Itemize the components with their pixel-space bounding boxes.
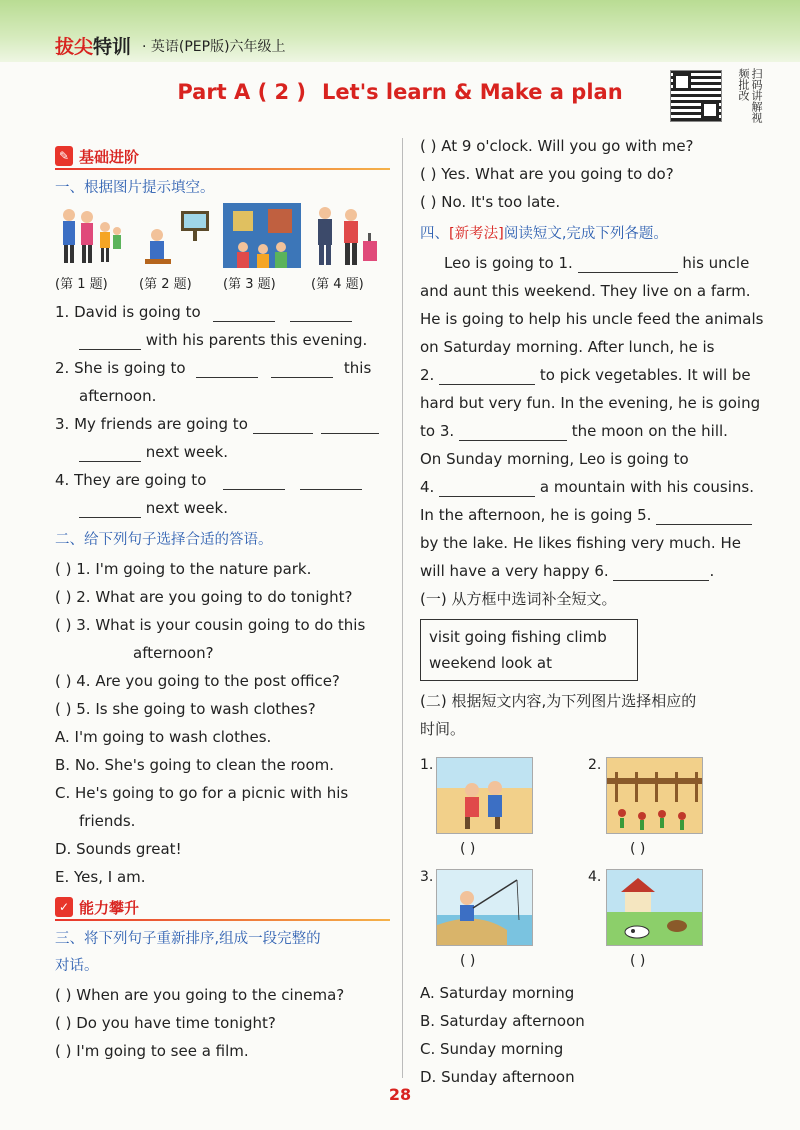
answer-paren[interactable]: ( ) [460, 953, 476, 969]
column-divider [402, 138, 403, 1078]
picture-row [55, 203, 390, 298]
answer-blank[interactable] [459, 422, 567, 441]
brand-logo: 拔尖特训 [55, 36, 132, 58]
section-badge-icon: ✓ [55, 897, 73, 917]
page-header [0, 0, 800, 62]
answer-blank[interactable] [213, 303, 275, 322]
task-1-title: 一、根据图片提示填空。 [55, 180, 215, 196]
farm-picture [606, 869, 703, 946]
qr-code-icon[interactable] [670, 70, 722, 122]
answer-blank[interactable] [79, 331, 141, 350]
picture-caption-4: (第 4 题) [311, 277, 364, 292]
task-3-title: 三、将下列句子重新排序,组成一段完整的 [55, 931, 321, 947]
match-question[interactable]: ( ) 1. I'm going to the nature park. [55, 560, 312, 578]
match-question[interactable]: ( ) 5. Is she going to wash clothes? [55, 700, 316, 718]
picture-caption-3: (第 3 题) [223, 277, 276, 292]
answer-option: A. I'm going to wash clothes. [55, 728, 272, 746]
question-2-text: 2. She is going to [55, 359, 186, 377]
qr-caption: 扫码讲解视频批改 [737, 68, 763, 123]
answer-blank[interactable] [290, 303, 352, 322]
match-question[interactable]: ( ) 4. Are you going to the post office? [55, 672, 340, 690]
picture-caption-2: (第 2 题) [139, 277, 192, 292]
time-option: C. Sunday morning [420, 1040, 564, 1058]
reorder-item[interactable]: ( ) No. It's too late. [420, 193, 561, 211]
answer-blank[interactable] [613, 562, 709, 581]
subtask-1-title: (一) 从方框中选词补全短文。 [420, 590, 617, 608]
answer-blank[interactable] [321, 415, 379, 434]
section-badge-icon: ✎ [55, 146, 73, 166]
time-option: B. Saturday afternoon [420, 1012, 585, 1030]
museum-picture [223, 203, 301, 268]
family-picture [55, 203, 125, 268]
reorder-item[interactable]: ( ) When are you going to the cinema? [55, 986, 345, 1004]
page-number: 28 [388, 1085, 412, 1104]
reorder-item[interactable]: ( ) At 9 o'clock. Will you go with me? [420, 137, 694, 155]
answer-blank[interactable] [253, 415, 313, 434]
answer-paren[interactable]: ( ) [460, 841, 476, 857]
picture-caption-1: (第 1 题) [55, 277, 108, 292]
garden-picture [606, 757, 703, 834]
answer-blank[interactable] [271, 359, 333, 378]
question-4-text: 4. They are going to [55, 471, 207, 489]
answer-blank[interactable] [656, 506, 752, 525]
reorder-item[interactable]: ( ) I'm going to see a film. [55, 1042, 249, 1060]
new-exam-tag: [新考法] [449, 226, 504, 242]
answer-option: D. Sounds great! [55, 840, 182, 858]
question-1-text: 1. David is going to [55, 303, 201, 321]
travel-picture [311, 203, 381, 268]
answer-blank[interactable] [223, 471, 285, 490]
word-box: visit going fishing climb weekend look at [420, 619, 638, 681]
answer-blank[interactable] [300, 471, 362, 490]
match-question[interactable]: ( ) 2. What are you going to do tonight? [55, 588, 353, 606]
task-2-title: 二、给下列句子选择合适的答语。 [55, 532, 273, 548]
time-option: D. Sunday afternoon [420, 1068, 575, 1086]
tv-picture [139, 203, 214, 268]
question-3-text: 3. My friends are going to [55, 415, 248, 433]
hiking-picture [436, 757, 533, 834]
answer-paren[interactable]: ( ) [630, 841, 646, 857]
answer-blank[interactable] [79, 499, 141, 518]
time-option: A. Saturday morning [420, 984, 575, 1002]
section-header-basic: ✎ 基础进阶 [55, 144, 390, 170]
page-title: Part A ( 2 ) Let's learn & Make a plan [177, 80, 623, 104]
reorder-item[interactable]: ( ) Do you have time tonight? [55, 1014, 276, 1032]
left-column: ✎ 基础进阶 一、根据图片提示填空。 (第 1 题) (第 2 题) (第 3 题) (第 4 题) 1. David is going to with his parents this evening. 2. She is going to this afternoon. 3. My friends are going to next week. 4. They are going to next week. 二、给下列句子选择合适的答语。 ( ) 1. I'm going to the nature park. ( ) 2. What are you going to do tonight? ( ) 3. What is your cousin going to do this afternoon? ( ) 4. Are you going to the post office? ( ) 5. Is she going to wash clothes? A. I'm going to wash clothes. B. No. She's going to clean the room. C. He's going to go for a picnic with his friends. D. Sounds great! E. Yes, I am. ✓ 能力攀升 三、将下列句子重新排序,组成一段完整的 对话。 ( ) When are you going to the cinema? ( ) Do you have time tonight? ( ) I'm going to see a film. [55, 140, 390, 1065]
reorder-item[interactable]: ( ) Yes. What are you going to do? [420, 165, 674, 183]
answer-blank[interactable] [578, 254, 678, 273]
time-pictures: 1. ( ) 2. ( ) 3. ( ) 4. ( ) [420, 749, 760, 979]
book-subtitle: · 英语(PEP版)六年级上 [142, 39, 286, 55]
match-question[interactable]: ( ) 3. What is your cousin going to do this [55, 616, 366, 634]
answer-option: B. No. She's going to clean the room. [55, 756, 335, 774]
answer-paren[interactable]: ( ) [630, 953, 646, 969]
answer-option: C. He's going to go for a picnic with his [55, 784, 349, 802]
answer-blank[interactable] [79, 443, 141, 462]
section-header-advanced: ✓ 能力攀升 [55, 895, 390, 921]
answer-blank[interactable] [439, 366, 535, 385]
answer-blank[interactable] [439, 478, 535, 497]
answer-blank[interactable] [196, 359, 258, 378]
answer-option: E. Yes, I am. [55, 868, 146, 886]
right-column: ( ) At 9 o'clock. Will you go with me? ( ) Yes. What are you going to do? ( ) No. It's too late. 四、[新考法]阅读短文,完成下列各题。 Leo is going to 1. his uncle and aunt this weekend. They live on a farm. He is going to help his uncle feed the animals on Saturday morning. After lunch, he is 2. to pick vegetables. It will be hard but very fun. In the evening, he is going to 3. the moon on the hill. On Sunday morning, Leo is going to 4. a mountain with his cousins. In the afternoon, he is going 5. by the lake. He likes fishing very much. He will have a very happy 6. . (一) 从方框中选词补全短文。 visit going fishing climb weekend look at (二) 根据短文内容,为下列图片选择相应的 时间。 1. ( ) 2. ( ) 3. ( ) 4. ( ) A. Saturday morning B. Saturday afternoon C. Sunday morning D. Sunday afternoon [420, 132, 760, 1091]
subtask-2-title: (二) 根据短文内容,为下列图片选择相应的 [420, 692, 697, 710]
task-4-title: 四、[新考法]阅读短文,完成下列各题。 [420, 226, 668, 242]
fishing-picture [436, 869, 533, 946]
